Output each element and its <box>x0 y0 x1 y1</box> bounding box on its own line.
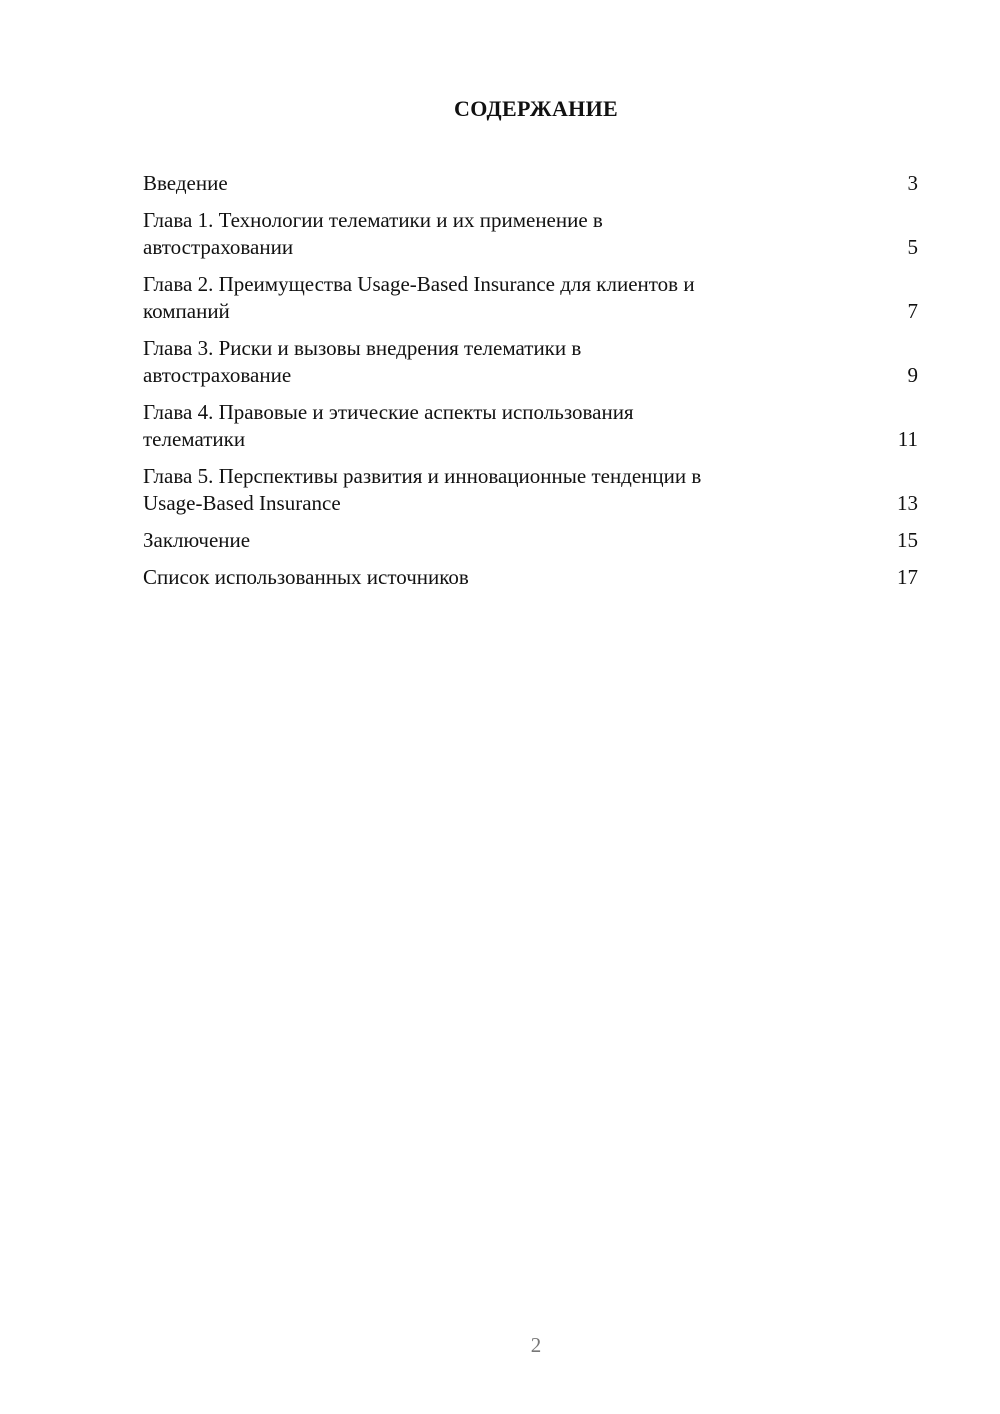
toc-line: компаний <box>143 299 230 323</box>
toc-page-number: 13 <box>897 491 918 515</box>
page-title: СОДЕРЖАНИЕ <box>454 96 618 121</box>
footer-page-number: 2 <box>530 1333 542 1357</box>
toc-line: Usage-Based Insurance <box>143 491 341 515</box>
toc-entry-text <box>143 170 888 197</box>
toc-line: Глава 4. Правовые и этические аспекты использования <box>143 400 634 424</box>
toc-page-number: 15 <box>897 528 918 552</box>
toc-line: автостраховании <box>143 235 294 259</box>
toc-page-number: 11 <box>897 427 918 451</box>
toc-entry-text <box>143 527 888 554</box>
toc-entry-text <box>143 335 888 389</box>
toc-entry-text <box>143 207 888 261</box>
toc-page-number: 3 <box>907 171 918 195</box>
toc-line: Глава 2. Преимущества Usage-Based Insurance для клиентов и <box>143 272 695 296</box>
toc-page-number: 9 <box>907 363 918 387</box>
toc-entry-chapter-5 <box>143 463 918 517</box>
toc-line: Заключение <box>143 528 251 552</box>
toc-line: телематики <box>143 427 246 451</box>
toc-line: автострахование <box>143 363 292 387</box>
toc-line: Список использованных источников <box>143 565 469 589</box>
toc-line: Глава 1. Технологии телематики и их применение в <box>143 208 603 232</box>
toc-page-number: 17 <box>897 565 918 589</box>
toc-entry-text <box>143 463 888 517</box>
toc-line: Глава 3. Риски и вызовы внедрения телематики в <box>143 336 582 360</box>
toc-entry-text <box>143 271 888 325</box>
toc-entry-introduction <box>143 170 918 197</box>
toc-entry-conclusion <box>143 527 918 554</box>
toc-line: Глава 5. Перспективы развития и инновационные тенденции в <box>143 464 702 488</box>
toc-entry-text <box>143 399 888 453</box>
table-of-contents <box>143 170 918 601</box>
toc-page-number: 7 <box>907 299 918 323</box>
toc-entry-chapter-4 <box>143 399 918 453</box>
toc-entry-chapter-3 <box>143 335 918 389</box>
toc-line: Введение <box>143 171 228 195</box>
toc-entry-references <box>143 564 918 591</box>
toc-entry-chapter-2 <box>143 271 918 325</box>
toc-entry-text <box>143 564 888 591</box>
toc-entry-chapter-1 <box>143 207 918 261</box>
toc-page-number: 5 <box>907 235 918 259</box>
